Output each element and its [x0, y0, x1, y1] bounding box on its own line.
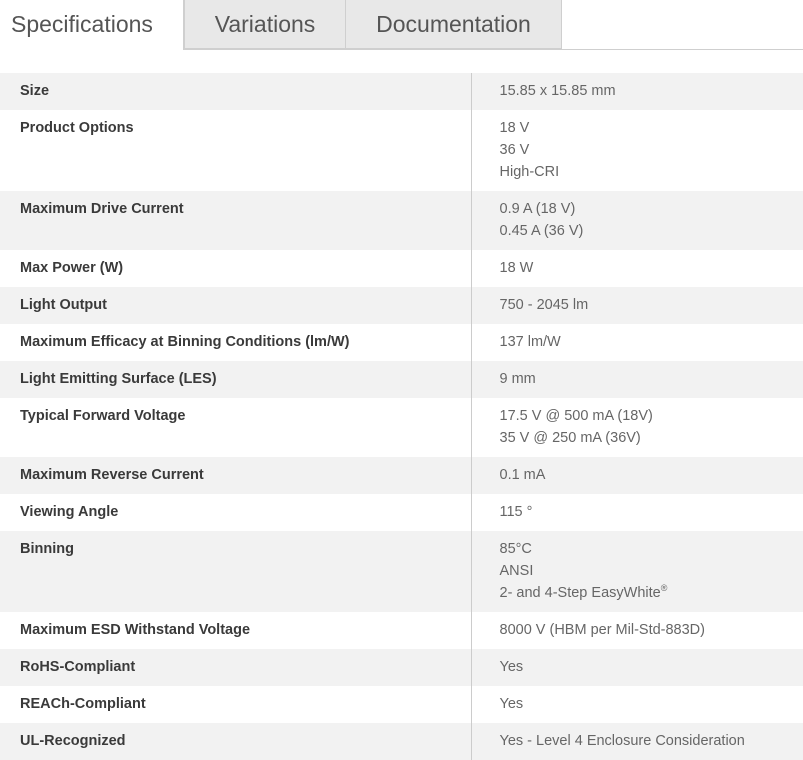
spec-value-text: 137 lm/W — [500, 334, 561, 350]
tab-specifications[interactable]: Specifications — [0, 0, 184, 50]
spec-value-text: 17.5 V @ 500 mA (18V) — [500, 408, 653, 424]
spec-value-line — [500, 582, 803, 604]
spec-value — [471, 494, 803, 531]
table-row — [0, 612, 803, 649]
spec-label: Maximum ESD Withstand Voltage — [0, 612, 471, 649]
table-row — [0, 250, 803, 287]
spec-value — [471, 110, 803, 191]
spec-label: Light Emitting Surface (LES) — [0, 361, 471, 398]
spec-value-line — [500, 139, 803, 161]
spec-value — [471, 250, 803, 287]
table-row — [0, 686, 803, 723]
spec-value-line — [500, 619, 803, 641]
spec-value-line — [500, 198, 803, 220]
spec-value-text: High-CRI — [500, 164, 560, 180]
spec-label: Maximum Drive Current — [0, 191, 471, 250]
table-row — [0, 531, 803, 612]
table-row — [0, 649, 803, 686]
spec-value-text: Yes - Level 4 Enclosure Consideration — [500, 733, 745, 749]
spec-value — [471, 531, 803, 612]
spec-value-text: 8000 V (HBM per Mil-Std-883D) — [500, 622, 706, 638]
spec-value-text: Yes — [500, 659, 524, 675]
spec-value-text: 18 W — [500, 260, 534, 276]
spec-label: Size — [0, 73, 471, 110]
spec-value-line — [500, 405, 803, 427]
spec-label: Typical Forward Voltage — [0, 398, 471, 457]
spec-value — [471, 686, 803, 723]
spec-value-line — [500, 257, 803, 279]
table-row — [0, 110, 803, 191]
tab-variations[interactable]: Variations — [184, 0, 346, 49]
spec-value-line — [500, 730, 803, 752]
specifications-table — [0, 73, 803, 760]
spec-value-line — [500, 368, 803, 390]
spec-value-text: ANSI — [500, 563, 534, 579]
spec-value-text: 15.85 x 15.85 mm — [500, 83, 616, 99]
table-row — [0, 324, 803, 361]
specifications-table-body — [0, 73, 803, 760]
spec-label: Max Power (W) — [0, 250, 471, 287]
spec-value-line — [500, 501, 803, 523]
spec-value-line — [500, 693, 803, 715]
spec-value — [471, 398, 803, 457]
table-row — [0, 73, 803, 110]
spec-value-text: 2- and 4-Step EasyWhite — [500, 585, 661, 601]
tab-bar-divider — [184, 49, 803, 50]
spec-value-text: 9 mm — [500, 371, 536, 387]
spec-value-line — [500, 331, 803, 353]
spec-value-line — [500, 560, 803, 582]
spec-value-text: 85°C — [500, 541, 532, 557]
spec-value-text: 0.1 mA — [500, 467, 546, 483]
table-row — [0, 398, 803, 457]
spec-value-text: 36 V — [500, 142, 530, 158]
registered-mark: ® — [661, 583, 668, 593]
spec-value-text: 18 V — [500, 120, 530, 136]
spec-value — [471, 612, 803, 649]
spec-value — [471, 191, 803, 250]
table-row — [0, 287, 803, 324]
spec-value-line — [500, 161, 803, 183]
spec-value-text: 0.45 A (36 V) — [500, 223, 584, 239]
spec-label: Binning — [0, 531, 471, 612]
spec-label: Maximum Efficacy at Binning Conditions (lm/W) — [0, 324, 471, 361]
spec-label: Product Options — [0, 110, 471, 191]
spec-value — [471, 457, 803, 494]
spec-value-line — [500, 220, 803, 242]
spec-label: Viewing Angle — [0, 494, 471, 531]
table-row — [0, 494, 803, 531]
spec-value-line — [500, 538, 803, 560]
spec-value — [471, 287, 803, 324]
tab-documentation[interactable]: Documentation — [345, 0, 562, 49]
table-row — [0, 361, 803, 398]
spec-value-text: 35 V @ 250 mA (36V) — [500, 430, 641, 446]
spec-value-line — [500, 294, 803, 316]
spec-value — [471, 73, 803, 110]
table-row — [0, 723, 803, 760]
spec-value-text: 0.9 A (18 V) — [500, 201, 576, 217]
spec-value — [471, 649, 803, 686]
spec-label: Maximum Reverse Current — [0, 457, 471, 494]
spec-value-line — [500, 656, 803, 678]
spec-value-line — [500, 464, 803, 486]
tab-bar — [0, 0, 803, 50]
spec-value — [471, 361, 803, 398]
spec-value-line — [500, 80, 803, 102]
spec-value — [471, 324, 803, 361]
spec-value-text: Yes — [500, 696, 524, 712]
spec-value-text: 750 - 2045 lm — [500, 297, 589, 313]
spec-value-line — [500, 427, 803, 449]
table-row — [0, 457, 803, 494]
spec-value-text: 115 ° — [500, 504, 533, 520]
spec-label: RoHS-Compliant — [0, 649, 471, 686]
spec-label: REACh-Compliant — [0, 686, 471, 723]
spec-value — [471, 723, 803, 760]
spec-label: Light Output — [0, 287, 471, 324]
spec-label: UL-Recognized — [0, 723, 471, 760]
spec-value-line — [500, 117, 803, 139]
table-row — [0, 191, 803, 250]
